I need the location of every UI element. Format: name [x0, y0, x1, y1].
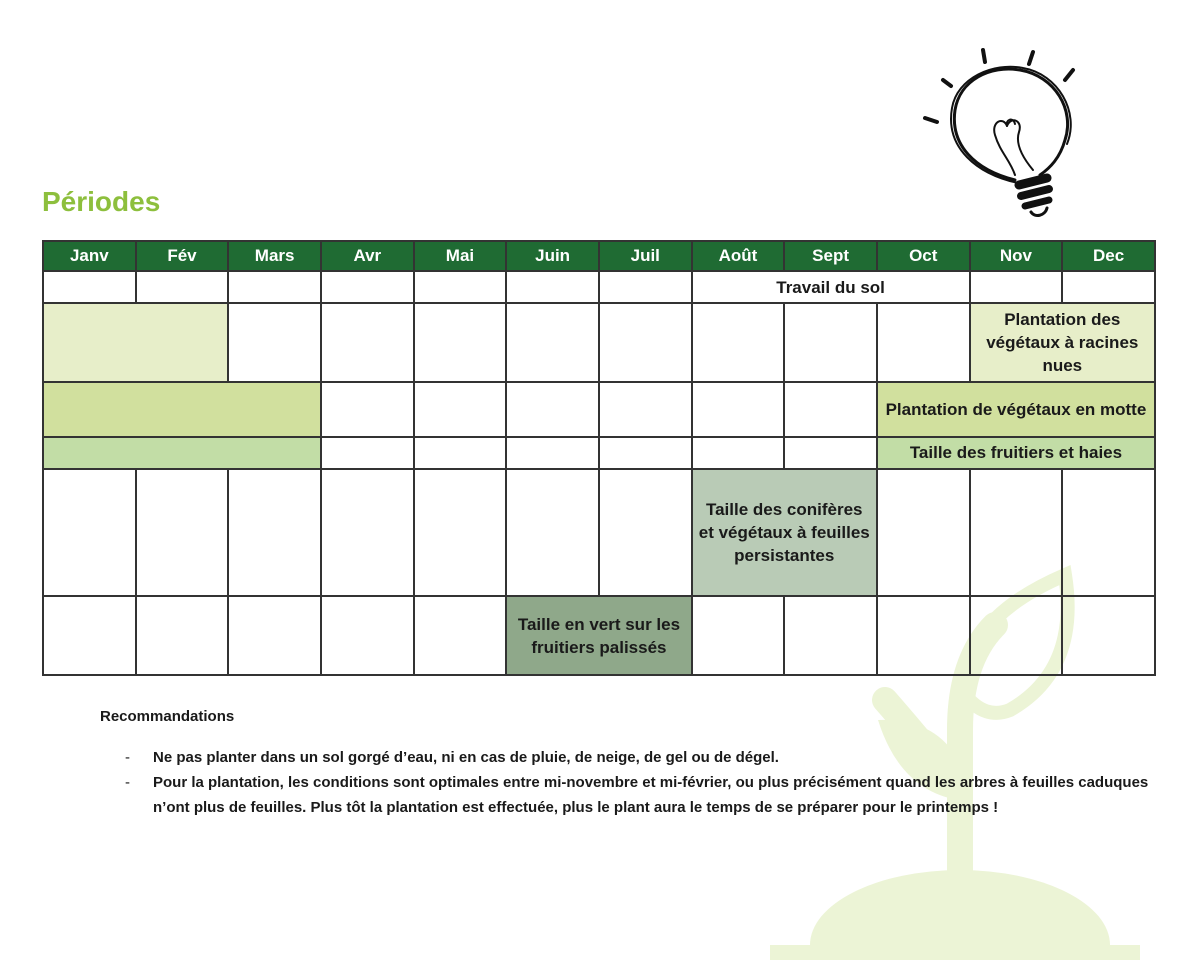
month-header: Fév [136, 241, 229, 271]
empty-cell [414, 382, 507, 437]
empty-cell [43, 469, 136, 596]
calendar-row [43, 596, 1155, 675]
empty-cell [784, 382, 877, 437]
empty-cell [321, 437, 414, 469]
empty-cell [228, 469, 321, 596]
period-bar-cell [43, 303, 228, 382]
recommendation-text: Pour la plantation, les conditions sont optimales entre mi-novembre et mi-février, ou plus précisément quand les arbres à feuilles caduques n’ont plus de feuilles. Plus tôt la plantation est effectuée, plus le plant aura le temps de se préparer pour le printemps ! [153, 774, 1149, 816]
empty-cell [228, 303, 321, 382]
calendar-row [43, 382, 1155, 437]
empty-cell [414, 469, 507, 596]
empty-cell [599, 271, 692, 303]
empty-cell [506, 437, 599, 469]
empty-cell [506, 469, 599, 596]
period-label-cell: Plantation des végétaux à racines nues [970, 303, 1155, 382]
empty-cell [321, 469, 414, 596]
empty-cell [321, 271, 414, 303]
empty-cell [599, 303, 692, 382]
empty-cell [414, 271, 507, 303]
recommendations-list [100, 745, 1160, 820]
calendar-row [43, 437, 1155, 469]
empty-cell [321, 303, 414, 382]
empty-cell [692, 382, 785, 437]
empty-cell [692, 303, 785, 382]
recommendations [100, 708, 1160, 820]
empty-cell [506, 271, 599, 303]
empty-cell [599, 469, 692, 596]
recommendation-item: - Ne pas planter dans un sol gorgé d’eau, ni en cas de pluie, de neige, de gel ou de dégel. [125, 749, 779, 766]
calendar-row [43, 271, 1155, 303]
empty-cell [877, 303, 970, 382]
empty-cell [1062, 596, 1155, 675]
period-label-cell: Travail du sol [692, 271, 970, 303]
empty-cell [599, 437, 692, 469]
empty-cell [1062, 469, 1155, 596]
month-header: Janv [43, 241, 136, 271]
month-header-row [43, 241, 1155, 271]
period-bar-cell [43, 437, 321, 469]
empty-cell [784, 437, 877, 469]
empty-cell [414, 596, 507, 675]
month-header: Dec [1062, 241, 1155, 271]
page-title: Périodes [42, 186, 161, 217]
period-bar-cell [43, 382, 321, 437]
lightbulb-icon [915, 40, 1090, 225]
empty-cell [136, 271, 229, 303]
empty-cell [599, 382, 692, 437]
empty-cell [784, 303, 877, 382]
month-header: Juin [506, 241, 599, 271]
empty-cell [877, 596, 970, 675]
month-header: Oct [877, 241, 970, 271]
empty-cell [136, 596, 229, 675]
period-label-cell: Taille des conifères et végétaux à feuilles persistantes [692, 469, 877, 596]
empty-cell [970, 469, 1063, 596]
empty-cell [321, 382, 414, 437]
month-header: Nov [970, 241, 1063, 271]
month-header: Sept [784, 241, 877, 271]
recommendation-text: Ne pas planter dans un sol gorgé d’eau, ni en cas de pluie, de neige, de gel ou de dégel. [153, 749, 779, 766]
month-header: Juil [599, 241, 692, 271]
empty-cell [136, 469, 229, 596]
empty-cell [228, 596, 321, 675]
empty-cell [506, 303, 599, 382]
planting-calendar-table [42, 240, 1156, 676]
empty-cell [414, 437, 507, 469]
month-header: Mai [414, 241, 507, 271]
empty-cell [970, 271, 1063, 303]
month-header: Mars [228, 241, 321, 271]
period-label-cell: Taille des fruitiers et haies [877, 437, 1155, 469]
calendar-row [43, 469, 1155, 596]
empty-cell [692, 596, 785, 675]
month-header: Août [692, 241, 785, 271]
empty-cell [43, 596, 136, 675]
empty-cell [1062, 271, 1155, 303]
empty-cell [877, 469, 970, 596]
empty-cell [228, 271, 321, 303]
empty-cell [784, 596, 877, 675]
empty-cell [43, 271, 136, 303]
empty-cell [506, 382, 599, 437]
empty-cell [321, 596, 414, 675]
month-header: Avr [321, 241, 414, 271]
recommendations-heading: Recommandations [100, 708, 235, 725]
calendar-row [43, 303, 1155, 382]
recommendation-item: - Pour la plantation, les conditions sont optimales entre mi-novembre et mi-février, ou plus précisément quand les arbres à feuilles caduques n’ont plus de feuilles. Plus tôt la plantation est effectuée, plus le plant aura le temps de se préparer pour le printemps ! [125, 774, 1149, 816]
empty-cell [692, 437, 785, 469]
period-label-cell: Taille en vert sur les fruitiers palissés [506, 596, 691, 675]
empty-cell [414, 303, 507, 382]
empty-cell [970, 596, 1063, 675]
period-label-cell: Plantation de végétaux en motte [877, 382, 1155, 437]
